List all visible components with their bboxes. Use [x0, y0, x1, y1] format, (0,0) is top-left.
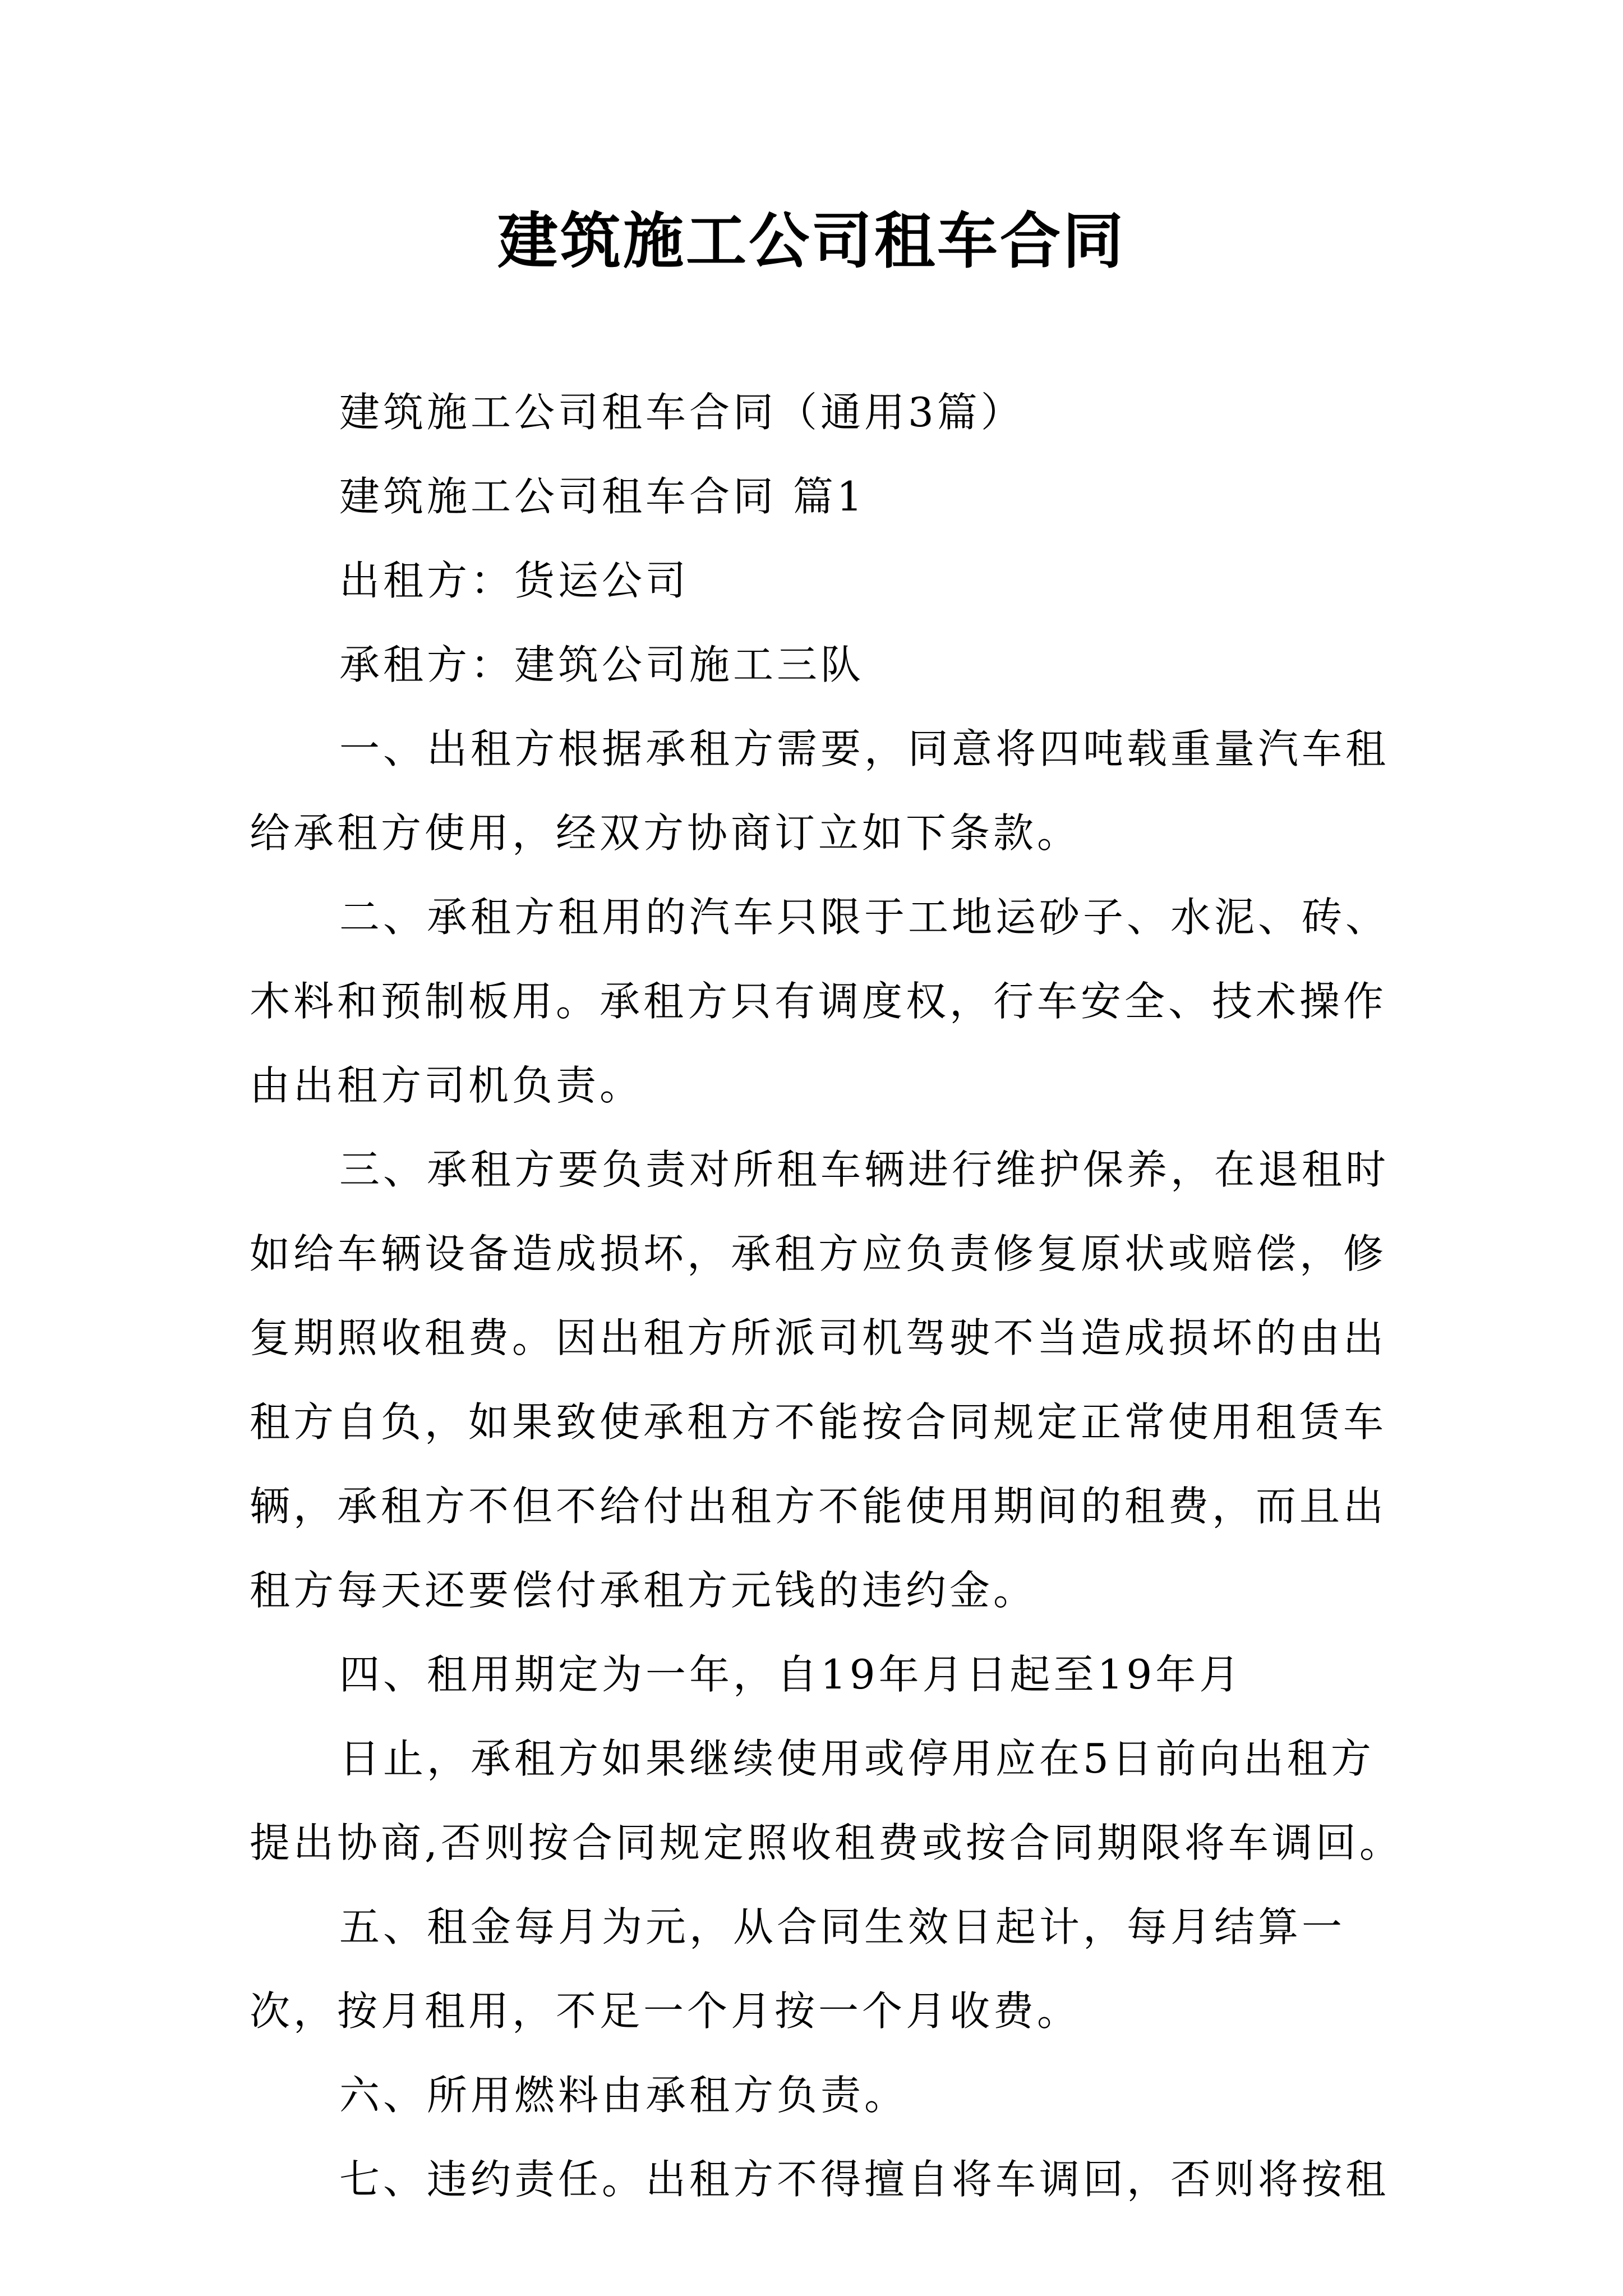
paragraph-clause-3: 三、承租方要负责对所租车辆进行维护保养，在退租时如给车辆设备造成损坏，承租方应负责修复原状或赔偿，修复期照收租费。因出租方所派司机驾驶不当造成损坏的由出租方自负，如果致使承租方不能按合同规定正常使用租赁车辆，承租方不但不给付出租方不能使用期间的租费，而且出租方每天还要偿付承租方元钱的违约金。 [250, 1146, 1390, 1614]
paragraph-subtitle: 建筑施工公司租车合同（通用3篇） [339, 389, 1025, 436]
paragraph-clause-6: 六、所用燃料由承租方负责。 [339, 2072, 909, 2119]
paragraph-clause-1: 一、出租方根据承租方需要，同意将四吨载重量汽车租给承租方使用，经双方协商订立如下条款。 [250, 725, 1390, 857]
paragraph-clause-4: 四、租用期定为一年，自19年月日起至19年月 [339, 1651, 1243, 1698]
document-body [250, 370, 1410, 2221]
paragraph-clause-5: 五、租金每月为元，从合同生效日起计，每月结算一次，按月租用，不足一个月按一个月收费。 [250, 1903, 1346, 2035]
paragraph-section-heading: 建筑施工公司租车合同 篇1 [339, 473, 866, 520]
document-title: 建筑施工公司租车合同 [497, 206, 1126, 277]
paragraph-clause-7: 七、违约责任。出租方不得擅自将车调回，否则将按租 [339, 2156, 1390, 2203]
paragraph-clause-2: 二、承租方租用的汽车只限于工地运砂子、水泥、砖、木料和预制板用。承租方只有调度权，行车安全、技术操作由出租方司机负责。 [250, 894, 1390, 1109]
paragraph-lessee: 承租方：建筑公司施工三队 [339, 641, 865, 688]
paragraph-clause-4-continued: 日止，承租方如果继续使用或停用应在5日前向出租方提出协商,否则按合同规定照收租费或按合同期限将车调回。 [250, 1735, 1403, 1866]
paragraph-lessor: 出租方：货运公司 [339, 557, 690, 604]
